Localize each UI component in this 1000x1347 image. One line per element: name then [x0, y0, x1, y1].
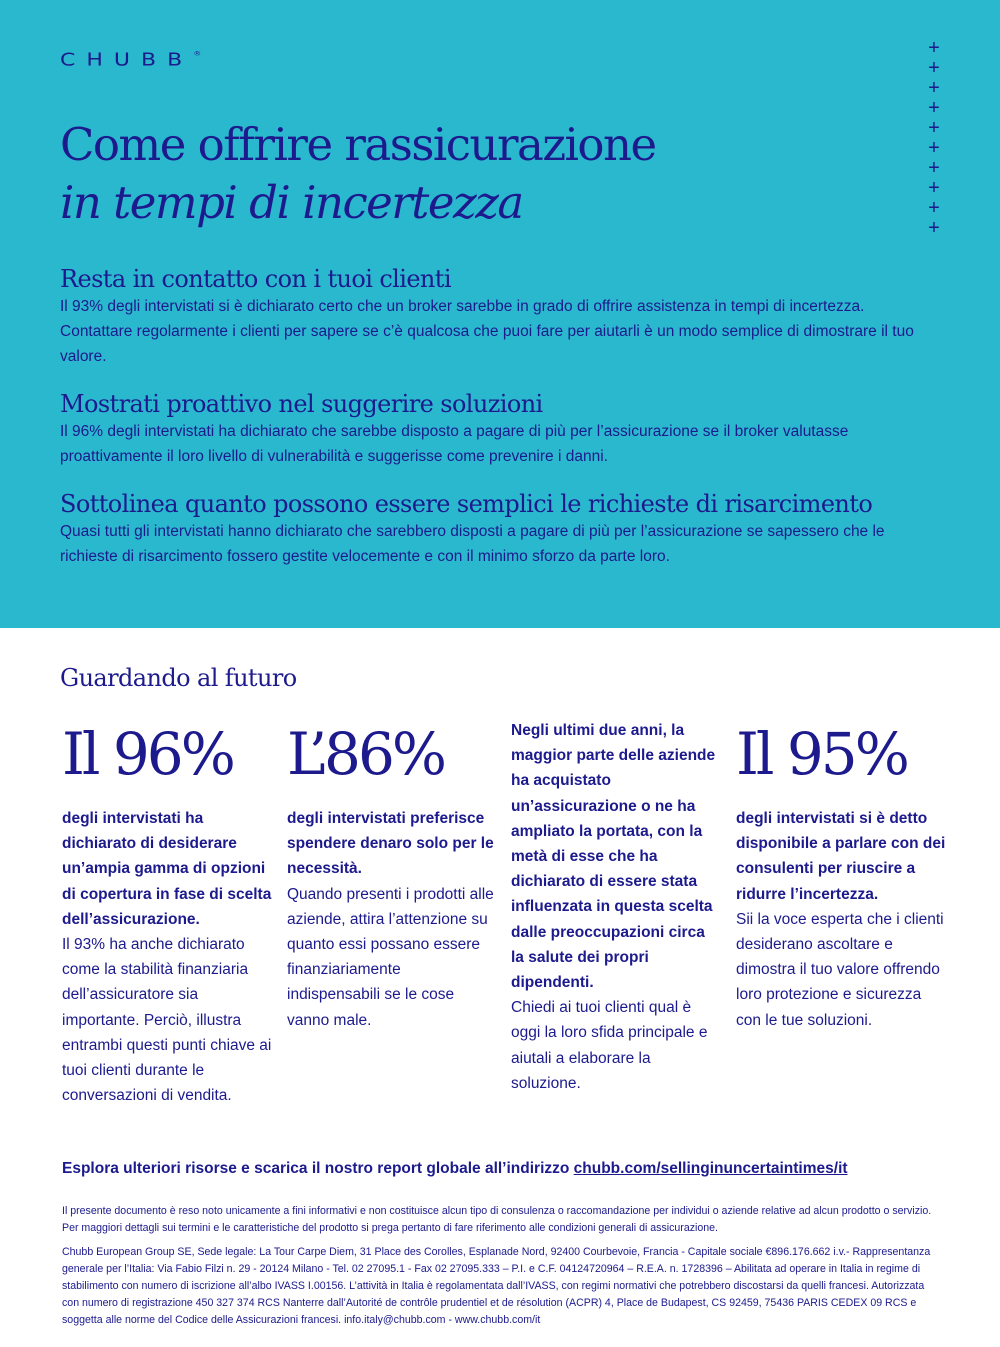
plus-icon: +: [928, 177, 940, 199]
stat-column: [736, 722, 946, 1033]
explore-text: Esplora ulteriori risorse e scarica il nostro report globale all’indirizzo: [62, 1160, 574, 1177]
stat-highlight: degli intervistati si è detto disponibile a parlare con dei consulenti per riuscire a ridurre l’incertezza.: [736, 810, 946, 903]
page-title: [60, 116, 656, 232]
stat-highlight: degli intervistati ha dichiarato di desiderare un’ampia gamma di opzioni di copertura in fase di scelta dell’assicurazione.: [62, 810, 272, 928]
plus-icon: +: [928, 57, 940, 79]
section-body: Il 96% degli intervistati ha dichiarato che sarebbe disposto a pagare di più per l’assicurazione se il broker valutasse proattivamente il loro livello di vulnerabilità e suggerisse come prevenire i danni.: [60, 423, 849, 465]
title-line-2: in tempi di incertezza: [60, 176, 523, 229]
stat-column: [511, 718, 721, 1096]
plus-icon: +: [928, 197, 940, 219]
hero-panel: [0, 0, 1000, 628]
section-heading: Sottolinea quanto possono essere semplici le richieste di risarcimento: [60, 490, 873, 518]
plus-icon: +: [928, 117, 940, 139]
stat-description: Quando presenti i prodotti alle aziende, attira l’attenzione su quanto essi possano essere finanziariamente indispensabili se le cose vanno male.: [287, 885, 494, 1029]
section-heading: Resta in contatto con i tuoi clienti: [60, 265, 451, 293]
plus-icon: +: [928, 157, 940, 179]
stat-number: L’86%: [287, 720, 444, 788]
plus-icon: +: [928, 137, 940, 159]
registered-mark: ®: [193, 50, 202, 58]
section-proactive: [60, 389, 940, 469]
section-body: Il 93% degli intervistati si è dichiarato certo che un broker sarebbe in grado di offrire assistenza in tempi di incertezza. Contattare regolarmente i clienti per sapere se c’è qualcosa che puoi fare per aiutarli è un modo semplice di dimostrare il tuo valore.: [60, 298, 914, 365]
disclaimer: Il presente documento è reso noto unicamente a fini informativi e non costituisce alcun tipo di consulenza o raccomandazione per individui o aziende relative ad alcun prodotto o servizio. Per maggiori dettagli sui termini e le caratteristiche del prodotto si prega pertanto di fare riferimento alle condizioni generali di assicurazione.: [62, 1205, 932, 1234]
plus-decoration: [924, 38, 944, 238]
section-body: Quasi tutti gli intervistati hanno dichiarato che sarebbero disposti a pagare di più per l’assicurazione se sapessero che le richieste di risarcimento fossero gestite velocemente e con il minimo sforzo da parte loro.: [60, 523, 885, 565]
future-heading: Guardando al futuro: [60, 664, 297, 692]
stat-description: Chiedi ai tuoi clienti qual è oggi la loro sfida principale e aiutali a elaborare la soluzione.: [511, 999, 708, 1092]
stat-column: [62, 722, 272, 1108]
plus-icon: +: [928, 37, 940, 59]
explore-resources: [62, 1158, 962, 1180]
section-contact: [60, 264, 940, 369]
stat-highlight: degli intervistati preferisce spendere denaro solo per le necessità.: [287, 810, 494, 878]
section-claims: [60, 489, 940, 569]
title-line-1: Come offrire rassicurazione: [60, 118, 656, 171]
report-link[interactable]: chubb.com/sellinginuncertaintimes/it: [573, 1160, 848, 1177]
plus-icon: +: [928, 217, 940, 239]
logo-text: CHUBB: [60, 50, 194, 71]
plus-icon: +: [928, 77, 940, 99]
chubb-logo: [60, 50, 201, 71]
section-heading: Mostrati proattivo nel suggerire soluzioni: [60, 390, 543, 418]
stat-description: Il 93% ha anche dichiarato come la stabilità finanziaria dell’assicuratore sia importante. Perciò, illustra entrambi questi punti chiave ai tuoi clienti durante le conversazioni di vendita.: [62, 936, 272, 1105]
stat-number: Il 96%: [62, 720, 233, 788]
stat-description: Sii la voce esperta che i clienti desiderano ascoltare e dimostra il tuo valore offrendo loro protezione e sicurezza con le tue soluzioni.: [736, 910, 944, 1029]
stat-number: Il 95%: [736, 720, 907, 788]
plus-icon: +: [928, 97, 940, 119]
legal-info: Chubb European Group SE, Sede legale: La Tour Carpe Diem, 31 Place des Corolles, Esplanade Nord, 92400 Courbevoie, Francia - Capitale sociale €896.176.662 i.v.- Rappresentanza generale per l’Italia: Via Fabio Filzi n. 29 - 20124 Milano - Tel. 02 27095.1 - Fax 02 27095.333 – P.I. e C.F. 04124720964 – R.E.A. n. 1728396 – Abilitata ad operare in Italia in regime di stabilimento con numero di iscrizione all’albo IVASS I.00156. L’attività in Italia è regolamentata dall’IVASS, con regimi normativi che potrebbero discostarsi da quelli francesi. Autorizzata con numero di registrazione 450 327 374 RCS Nanterre dall’Autorité de contrôle prudentiel et de résolution (ACPR) 4, Place de Budapest, CS 92459, 75436 PARIS CEDEX 09 RCS e soggetta alle norme del Codice delle Assicurazioni francesi. info.italy@chubb.com - www.chubb.com/it: [62, 1246, 931, 1326]
stat-column: [287, 722, 497, 1033]
stat-highlight: Negli ultimi due anni, la maggior parte delle aziende ha acquistato un’assicurazione o ne ha ampliato la portata, con la metà di esse che ha dichiarato di essere stata influenzata in questa scelta dalle preoccupazioni circa la salute dei propri dipendenti.: [511, 722, 716, 992]
